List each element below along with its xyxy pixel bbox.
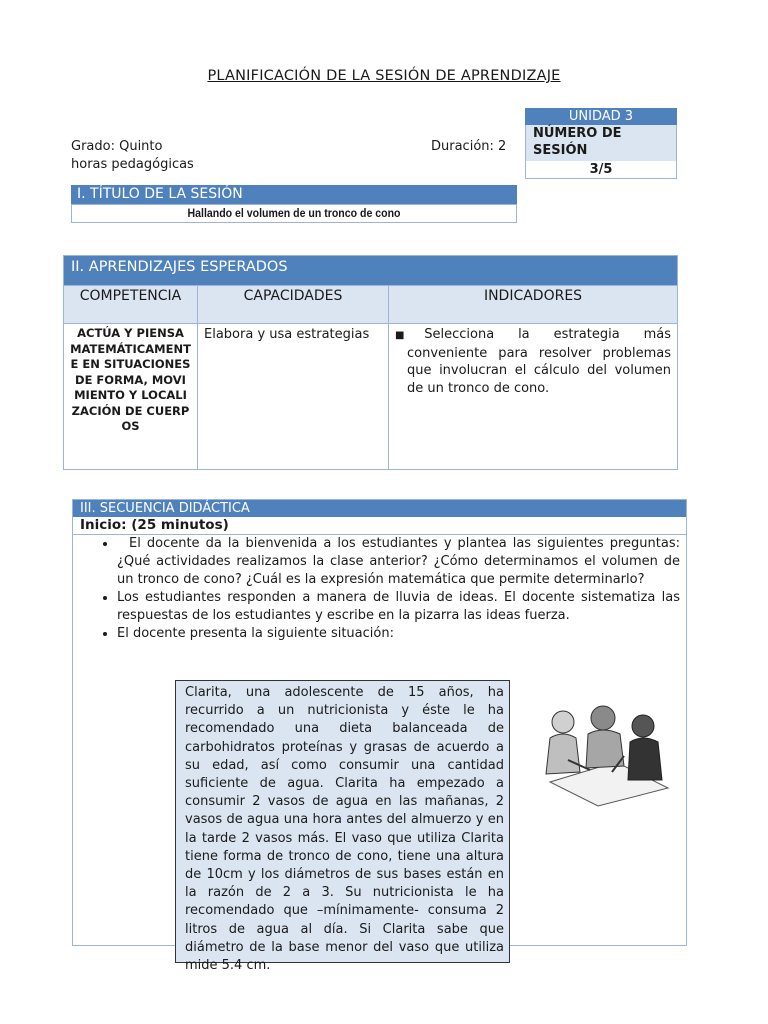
indicador-text: Selecciona la estrategia más conveniente para resolver problemas que involucran el cálculo del volumen de un tronco de cono. <box>407 327 671 396</box>
inicio-heading: Inicio: (25 minutos) <box>73 517 686 535</box>
aprendizajes-table <box>63 255 678 470</box>
capacidad-cell: Elabora y usa estrategias <box>198 324 389 469</box>
list-item: • Los estudiantes responden a manera de lluvia de ideas. El docente sistematiza las respuestas de los estudiantes y escribe en la pizarra las ideas fuerza. <box>117 589 680 625</box>
list-item: • El docente presenta la siguiente situación: <box>117 625 680 643</box>
section-1-heading: I. TÍTULO DE LA SESIÓN <box>71 185 517 204</box>
children-illustration-icon <box>528 700 671 810</box>
numero-sesion-label: NÚMERO DE SESIÓN <box>525 125 677 161</box>
col-capacidades: CAPACIDADES <box>198 286 389 323</box>
session-title-text: Hallando el volumen de un tronco de cono <box>187 206 401 220</box>
list-item: • El docente da la bienvenida a los estudiantes y plantea las siguientes preguntas: ¿Qué actividades realizamos la clase anterior? ¿Cómo determinamos el volumen de un tronco de cono? ¿Cuál es la expresión matemática que permite determinarlo? <box>117 535 680 589</box>
numero-sesion-value: 3/5 <box>525 161 677 179</box>
duracion-label: Duración: 2 <box>431 139 507 154</box>
inicio-list <box>73 535 686 643</box>
section-3-heading: III. SECUENCIA DIDÁCTICA <box>73 500 686 517</box>
grado-label: Grado: Quinto <box>71 139 163 154</box>
situacion-box: Clarita, una adolescente de 15 años, ha recurrido a un nutricionista y éste le ha recomendado una dieta balanceada de carbohidratos proteínas y grasas de acuerdo a su edad, así como consumir una cantidad suficiente de agua. Clarita ha empezado a consumir 2 vasos de agua en las mañanas, 2 vasos de agua una hora antes del almuerzo y en la tarde 2 vasos más. El vaso que utiliza Clarita tiene forma de tronco de cono, tiene una altura de 10cm y los diámetros de sus bases están en la razón de 2 a 3. Su nutricionista le ha recomendado que –mínimamente- consuma 2 litros de agua al día. Si Clarita sabe que diámetro de la base menor del vaso que utiliza mide 5.4 cm. <box>175 680 510 963</box>
bullet-square-icon: ■ <box>395 330 425 341</box>
unidad-label: UNIDAD 3 <box>525 108 677 125</box>
session-title <box>71 204 517 223</box>
section-2-heading: II. APRENDIZAJES ESPERADOS <box>64 256 677 285</box>
horas-label: horas pedagógicas <box>71 157 194 172</box>
table-row <box>64 323 677 469</box>
table-header-row <box>64 285 677 323</box>
competencia-cell: ACTÚA Y PIENSA MATEMÁTICAMENTE EN SITUACIONES DE FORMA, MOVIMIENTO Y LOCALIZACIÓN DE CUERPOS <box>64 324 198 469</box>
indicador-cell <box>389 324 677 469</box>
col-indicadores: INDICADORES <box>483 288 583 304</box>
page-title: PLANIFICACIÓN DE LA SESIÓN DE APRENDIZAJE <box>207 68 561 84</box>
unidad-box <box>525 108 677 179</box>
col-competencia: COMPETENCIA <box>64 286 198 323</box>
